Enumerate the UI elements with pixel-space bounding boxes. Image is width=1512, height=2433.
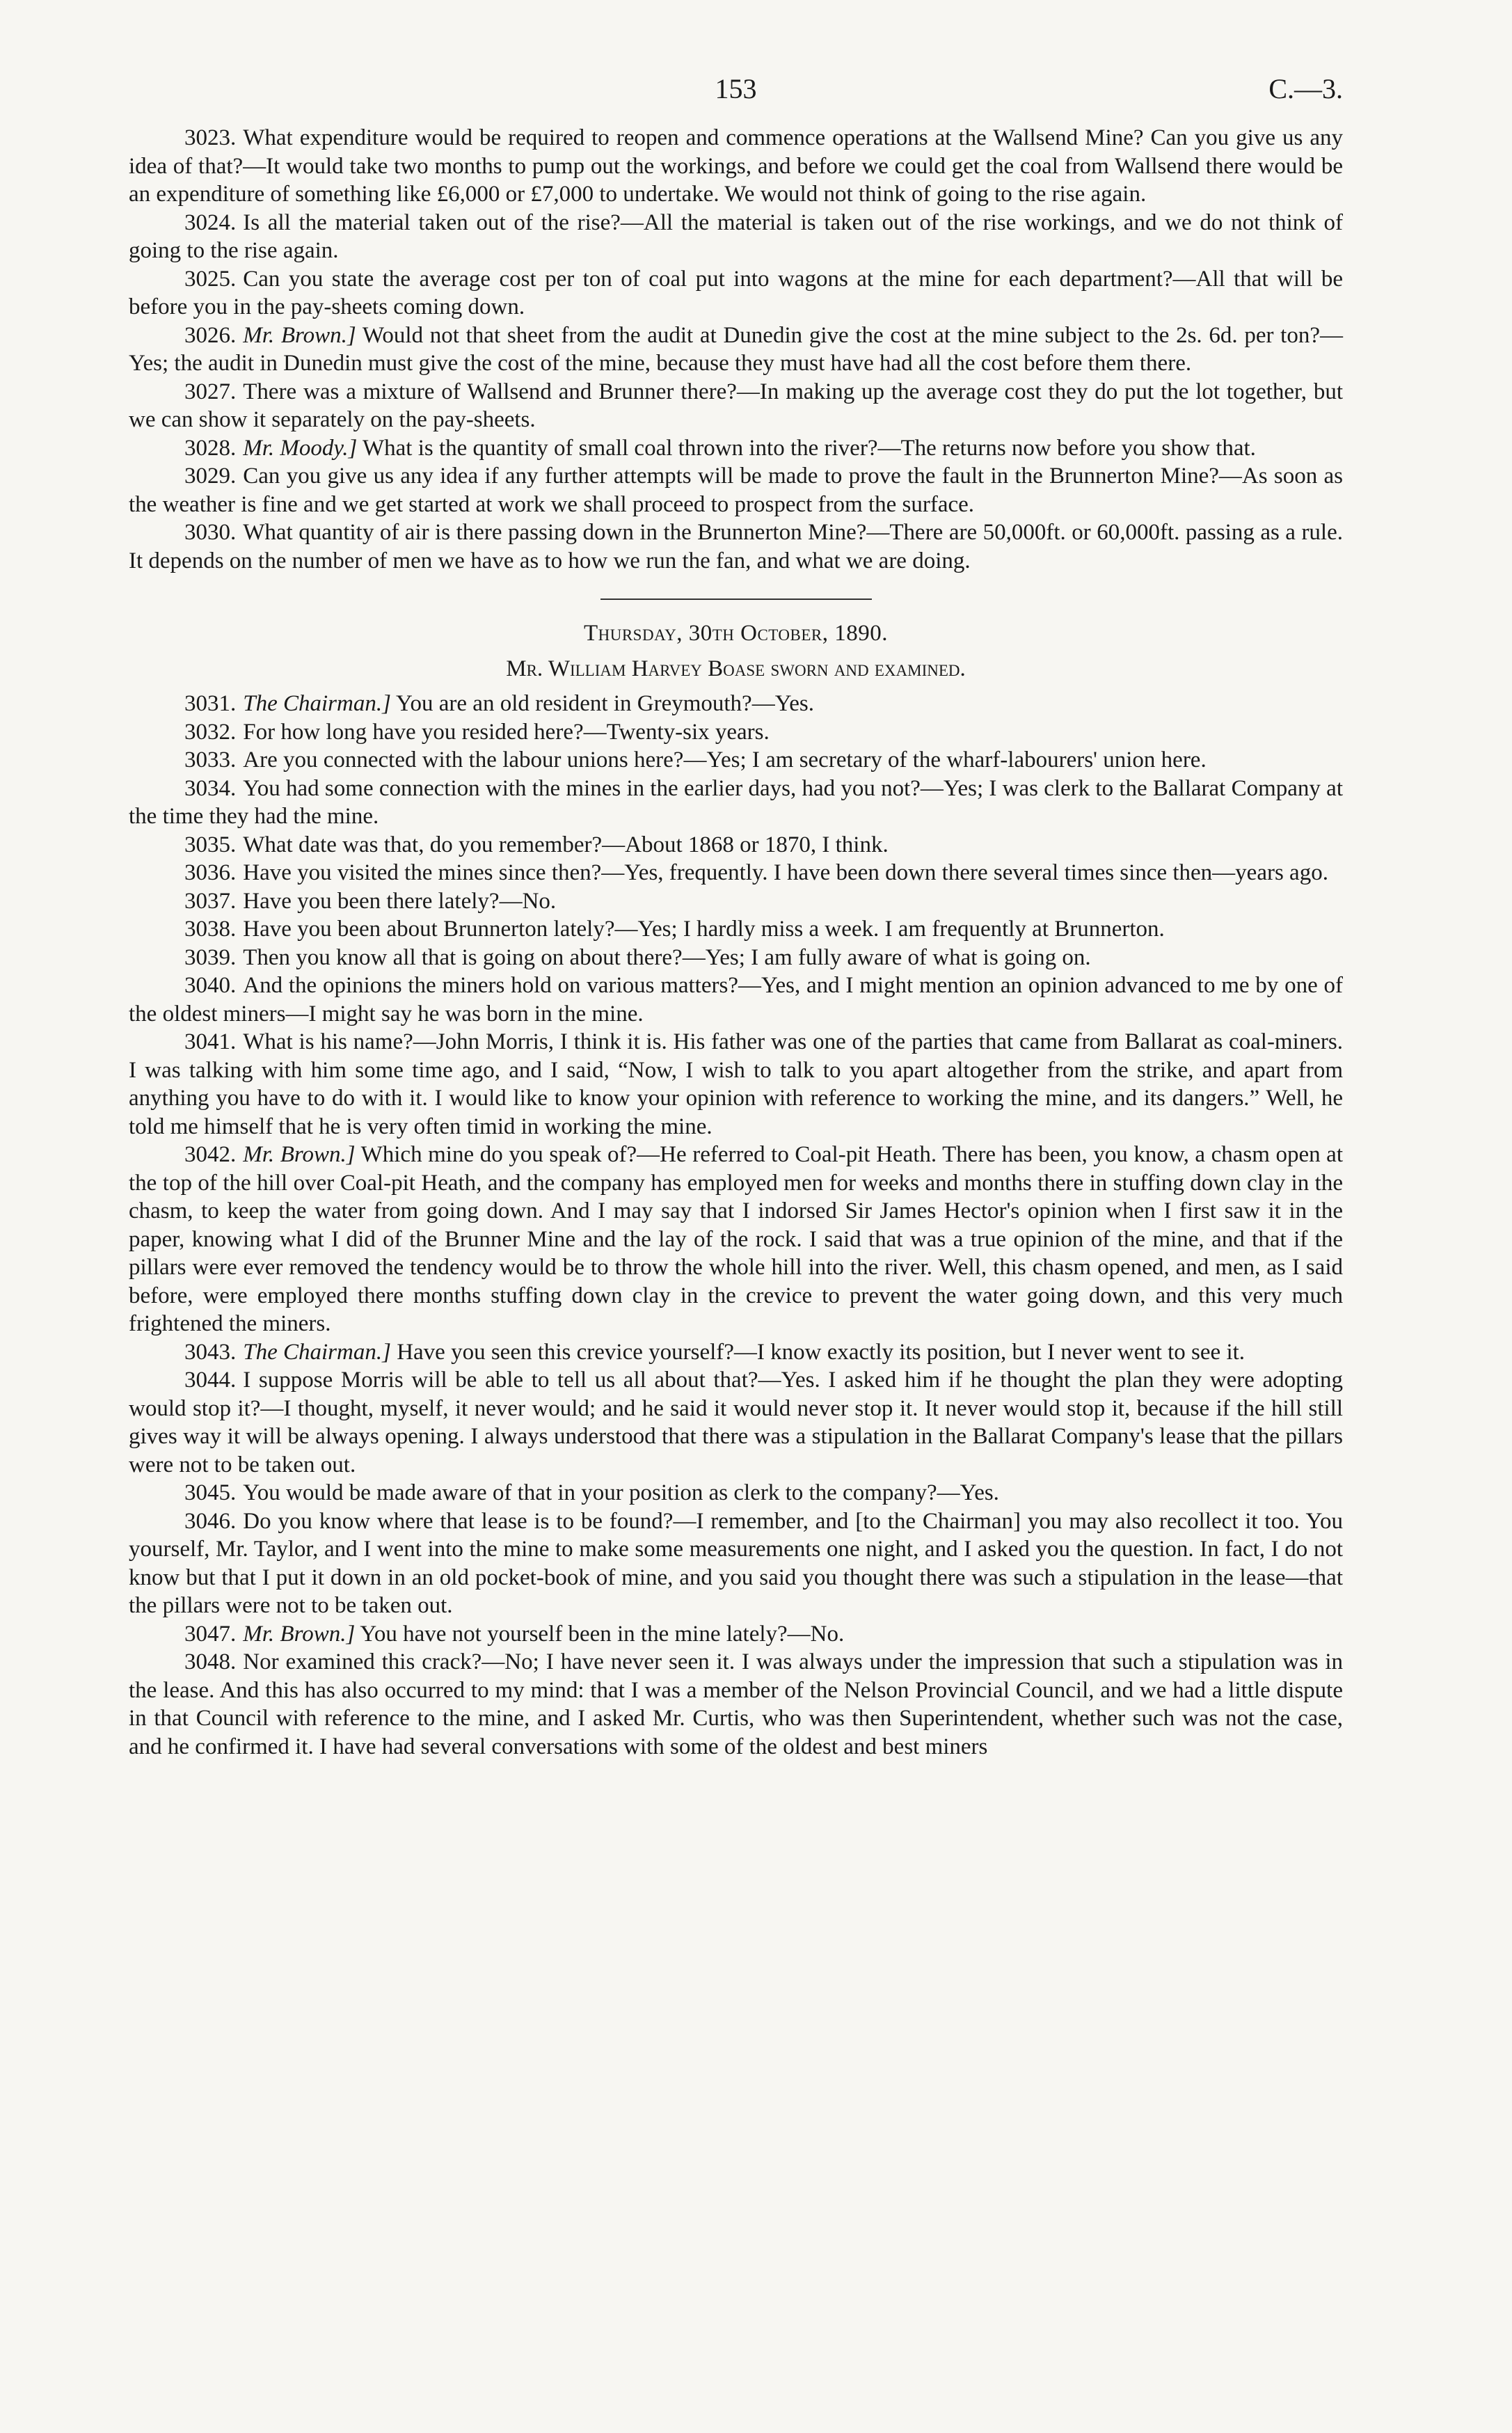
question-text: You would be made aware of that in your position as clerk to the company?—Yes. xyxy=(243,1480,999,1505)
question-number: 3046. xyxy=(184,1508,237,1534)
witness-line: Mr. William Harvey Boase sworn and examined. xyxy=(506,656,966,681)
question-number: 3026. xyxy=(184,322,237,348)
question-paragraph xyxy=(129,1507,1343,1620)
page-header xyxy=(129,70,1343,118)
section-divider xyxy=(600,599,872,600)
speaker-label: Mr. Moody.] xyxy=(243,435,358,461)
question-number: 3029. xyxy=(184,463,237,489)
evidence-section-before xyxy=(129,124,1343,575)
question-paragraph xyxy=(129,124,1343,209)
question-number: 3034. xyxy=(184,775,237,801)
question-paragraph xyxy=(129,887,1343,916)
evidence-section-after xyxy=(129,690,1343,1761)
question-text: What date was that, do you remember?—About 1868 or 1870, I think. xyxy=(243,832,889,857)
question-text: Do you know where that lease is to be found?—I remember, and [to the Chairman] you may also recollect it too. You yourself, Mr. Taylor, and I went into the mine to make some measurements one night, and I asked you the question. In fact, I do not know but that I put it down in an old pocket-book of mine, and you said you thought there was such a stipulation in the lease—that the pillars were not to be taken out. xyxy=(129,1508,1343,1618)
question-paragraph xyxy=(129,1648,1343,1761)
question-text: There was a mixture of Wallsend and Brunner there?—In making up the average cost they do put the lot together, but we can show it separately on the pay-sheets. xyxy=(129,379,1343,432)
question-number: 3032. xyxy=(184,719,237,745)
speaker-label: The Chairman.] xyxy=(243,691,391,716)
question-number: 3027. xyxy=(184,379,237,404)
question-number: 3036. xyxy=(184,860,237,885)
question-paragraph xyxy=(129,209,1343,265)
question-number: 3033. xyxy=(184,747,237,772)
speaker-label: The Chairman.] xyxy=(243,1339,391,1365)
question-number: 3024. xyxy=(184,209,237,235)
question-paragraph xyxy=(129,859,1343,887)
question-text: What expenditure would be required to reopen and commence operations at the Wallsend Mine? Can you give us any idea of that?—It would take two months to pump out the workings, and before we could get the coal from Wallsend there would be an expenditure of something like £6,000 or £7,000 to undertake. We would not think of going to the rise again. xyxy=(129,125,1343,207)
question-paragraph xyxy=(129,915,1343,944)
speaker-label: Mr. Brown.] xyxy=(243,322,356,348)
question-paragraph xyxy=(129,746,1343,775)
question-number: 3028. xyxy=(184,435,237,461)
question-text: And the opinions the miners hold on various matters?—Yes, and I might mention an opinion advanced to me by one of the oldest miners—I might say he was born in the mine. xyxy=(129,973,1343,1027)
speaker-label: Mr. Brown.] xyxy=(243,1621,356,1647)
document-reference: C.—3. xyxy=(1268,73,1343,104)
question-text: You have not yourself been in the mine lately?—No. xyxy=(360,1621,845,1647)
question-paragraph xyxy=(129,831,1343,859)
question-text: Have you seen this crevice yourself?—I know exactly its position, but I never went to see it. xyxy=(397,1339,1246,1365)
question-paragraph xyxy=(129,1141,1343,1338)
question-paragraph xyxy=(129,690,1343,718)
question-text: Are you connected with the labour unions here?—Yes; I am secretary of the wharf-labourers' union here. xyxy=(243,747,1207,772)
question-text: For how long have you resided here?—Twenty-six years. xyxy=(243,719,770,745)
page-number: 153 xyxy=(715,73,757,104)
question-number: 3042. xyxy=(184,1142,237,1167)
question-number: 3025. xyxy=(184,266,237,292)
question-text: Then you know all that is going on about there?—Yes; I am fully aware of what is going on. xyxy=(243,944,1091,970)
question-text: What is his name?—John Morris, I think it is. His father was one of the parties that came from Ballarat as coal-miners. I was talking with him some time ago, and I said, “Now, I wish to talk to you apart altogether from the strike, and apart from anything you have to do with it. I would like to know your opinion with reference to working the mine, and its dangers.” Well, he told me himself that he is very often timid in working the mine. xyxy=(129,1029,1343,1139)
question-paragraph xyxy=(129,1620,1343,1649)
question-text: You had some connection with the mines in the earlier days, had you not?—Yes; I was clerk to the Ballarat Company at the time they had the mine. xyxy=(129,775,1343,829)
question-number: 3023. xyxy=(184,125,237,150)
question-number: 3039. xyxy=(184,944,237,970)
question-text: Have you been there lately?—No. xyxy=(243,888,557,914)
question-number: 3048. xyxy=(184,1649,237,1674)
question-paragraph xyxy=(129,1028,1343,1141)
question-text: Nor examined this crack?—No; I have never seen it. I was always under the impression that such a stipulation was in the lease. And this has also occurred to my mind: that I was a member of the Nelson Provincial Council, and we had a little dispute in that Council with reference to the mine, and I asked Mr. Curtis, who was then Superintendent, whether such was not the case, and he confirmed it. I have had several conversations with some of the oldest and best miners xyxy=(129,1649,1343,1759)
question-paragraph xyxy=(129,1366,1343,1479)
question-text: Is all the material taken out of the rise?—All the material is taken out of the rise workings, and we do not think of going to the rise again. xyxy=(129,209,1343,263)
question-text: What quantity of air is there passing down in the Brunnerton Mine?—There are 50,000ft. or 60,000ft. passing as a rule. It depends on the number of men we have as to how we run the fan, and what we are doing. xyxy=(129,520,1343,573)
question-number: 3035. xyxy=(184,832,237,857)
question-number: 3043. xyxy=(184,1339,237,1365)
question-paragraph xyxy=(129,434,1343,463)
question-number: 3040. xyxy=(184,973,237,998)
question-paragraph xyxy=(129,972,1343,1028)
question-number: 3031. xyxy=(184,691,237,716)
question-number: 3044. xyxy=(184,1368,237,1393)
question-paragraph xyxy=(129,462,1343,518)
question-paragraph xyxy=(129,322,1343,378)
question-paragraph xyxy=(129,518,1343,575)
question-paragraph xyxy=(129,378,1343,434)
question-paragraph xyxy=(129,265,1343,322)
question-paragraph xyxy=(129,1479,1343,1507)
question-number: 3037. xyxy=(184,888,237,914)
question-number: 3041. xyxy=(184,1029,237,1054)
question-number: 3030. xyxy=(184,520,237,545)
question-number: 3045. xyxy=(184,1480,237,1505)
question-text: Have you visited the mines since then?—Yes, frequently. I have been down there several times since then—years ago. xyxy=(243,860,1328,885)
question-paragraph xyxy=(129,1338,1343,1367)
question-text: What is the quantity of small coal thrown into the river?—The returns now before you show that. xyxy=(363,435,1256,461)
question-paragraph xyxy=(129,944,1343,972)
question-text: I suppose Morris will be able to tell us all about that?—Yes. I asked him if he thought the plan they were adopting would stop it?—I thought, myself, it never would; and he said it would never stop it. It never would stop it, because if the hill still gives way it will be always opening. I always understood that there was a stipulation in the Ballarat Company's lease that the pillars were not to be taken out. xyxy=(129,1368,1343,1477)
question-paragraph xyxy=(129,775,1343,831)
question-paragraph xyxy=(129,718,1343,747)
question-number: 3038. xyxy=(184,917,237,942)
document-page xyxy=(129,70,1343,1761)
question-text: Would not that sheet from the audit at Dunedin give the cost at the mine subject to the 2s. 6d. per ton?—Yes; the audit in Dunedin must give the cost of the mine, because they must have had all the cost before them there. xyxy=(129,322,1343,376)
speaker-label: Mr. Brown.] xyxy=(243,1142,356,1167)
question-text: Can you give us any idea if any further attempts will be made to prove the fault in the Brunnerton Mine?—As soon as the weather is fine and we get started at work we shall proceed to prospect from the surface. xyxy=(129,463,1343,517)
question-text: Can you state the average cost per ton of coal put into wagons at the mine for each department?—All that will be before you in the pay-sheets coming down. xyxy=(129,266,1343,319)
session-date-heading: Thursday, 30th October, 1890. xyxy=(583,621,889,646)
question-text: You are an old resident in Greymouth?—Yes. xyxy=(395,691,814,716)
question-number: 3047. xyxy=(184,1621,237,1647)
question-text: Which mine do you speak of?—He referred to Coal-pit Heath. There has been, you know, a chasm open at the top of the hill over Coal-pit Heath, and the company has employed men for weeks and months there in stuffing down clay in the chasm, to keep the water from going down. And I may say that I indorsed Sir James Hector's opinion when I first saw it in the paper, knowing what I did of the Brunner Mine and the lay of the rock. I said that was a true opinion of the mine, and that if the pillars were ever removed the tendency would be to throw the whole hill into the river. Well, this chasm opened, and men, as I said before, were employed there months stuffing down clay in the crevice to prevent the water going down, and this very much frightened the miners. xyxy=(129,1142,1343,1336)
question-text: Have you been about Brunnerton lately?—Yes; I hardly miss a week. I am frequently at Brunnerton. xyxy=(243,917,1165,942)
